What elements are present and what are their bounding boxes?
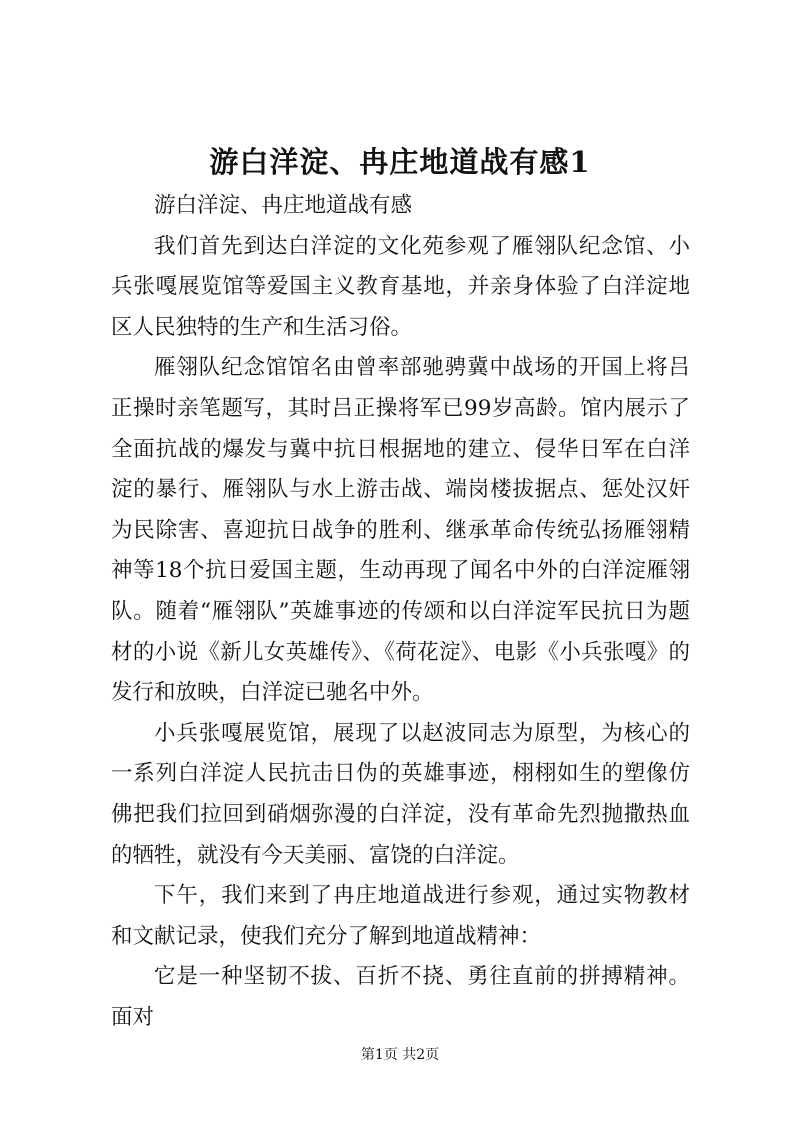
paragraph-5: 它是一种坚韧不拔、百折不挠、勇往直前的拼搏精神。面对 [111, 964, 690, 1030]
paragraph-subtitle: 游白洋淀、冉庄地道战有感 [154, 193, 413, 218]
document-body [111, 186, 690, 1038]
paragraph-2: 雁翎队纪念馆馆名由曾率部驰骋冀中战场的开国上将吕正操时亲笔题写，其时吕正操将军已99岁高龄。馆内展示了全面抗战的爆发与冀中抗日根据地的建立、侵华日军在白洋淀的暴行、雁翎队与水上游击战、端岗楼拔据点、惩处汉奸为民除害、喜迎抗日战争的胜利、继承革命传统弘扬雁翎精神等18个抗日爱国主题，生动再现了闻名中外的白洋淀雁翎队。随着“雁翎队”英雄事迹的传颂和以白洋淀军民抗日为题材的小说《新儿女英雄传》、《荷花淀》、电影《小兵张嘎》的发行和放映，白洋淀已驰名中外。 [111, 355, 690, 706]
document-title: 游白洋淀、冉庄地道战有感1 [209, 145, 591, 179]
paragraph-1: 我们首先到达白洋淀的文化苑参观了雁翎队纪念馆、小兵张嘎展览馆等爱国主义教育基地，并亲身体验了白洋淀地区人民独特的生产和生活习俗。 [111, 233, 690, 340]
page-footer: 第1页 共2页 [360, 1047, 440, 1063]
paragraph-3: 小兵张嘎展览馆，展现了以赵波同志为原型，为核心的一系列白洋淀人民抗击日伪的英雄事迹，栩栩如生的塑像仿佛把我们拉回到硝烟弥漫的白洋淀，没有革命先烈抛撒热血的牺牲，就没有今天美丽、富饶的白洋淀。 [111, 720, 690, 868]
paragraph-4: 下午，我们来到了冉庄地道战进行参观，通过实物教材和文献记录，使我们充分了解到地道战精神： [111, 883, 690, 949]
